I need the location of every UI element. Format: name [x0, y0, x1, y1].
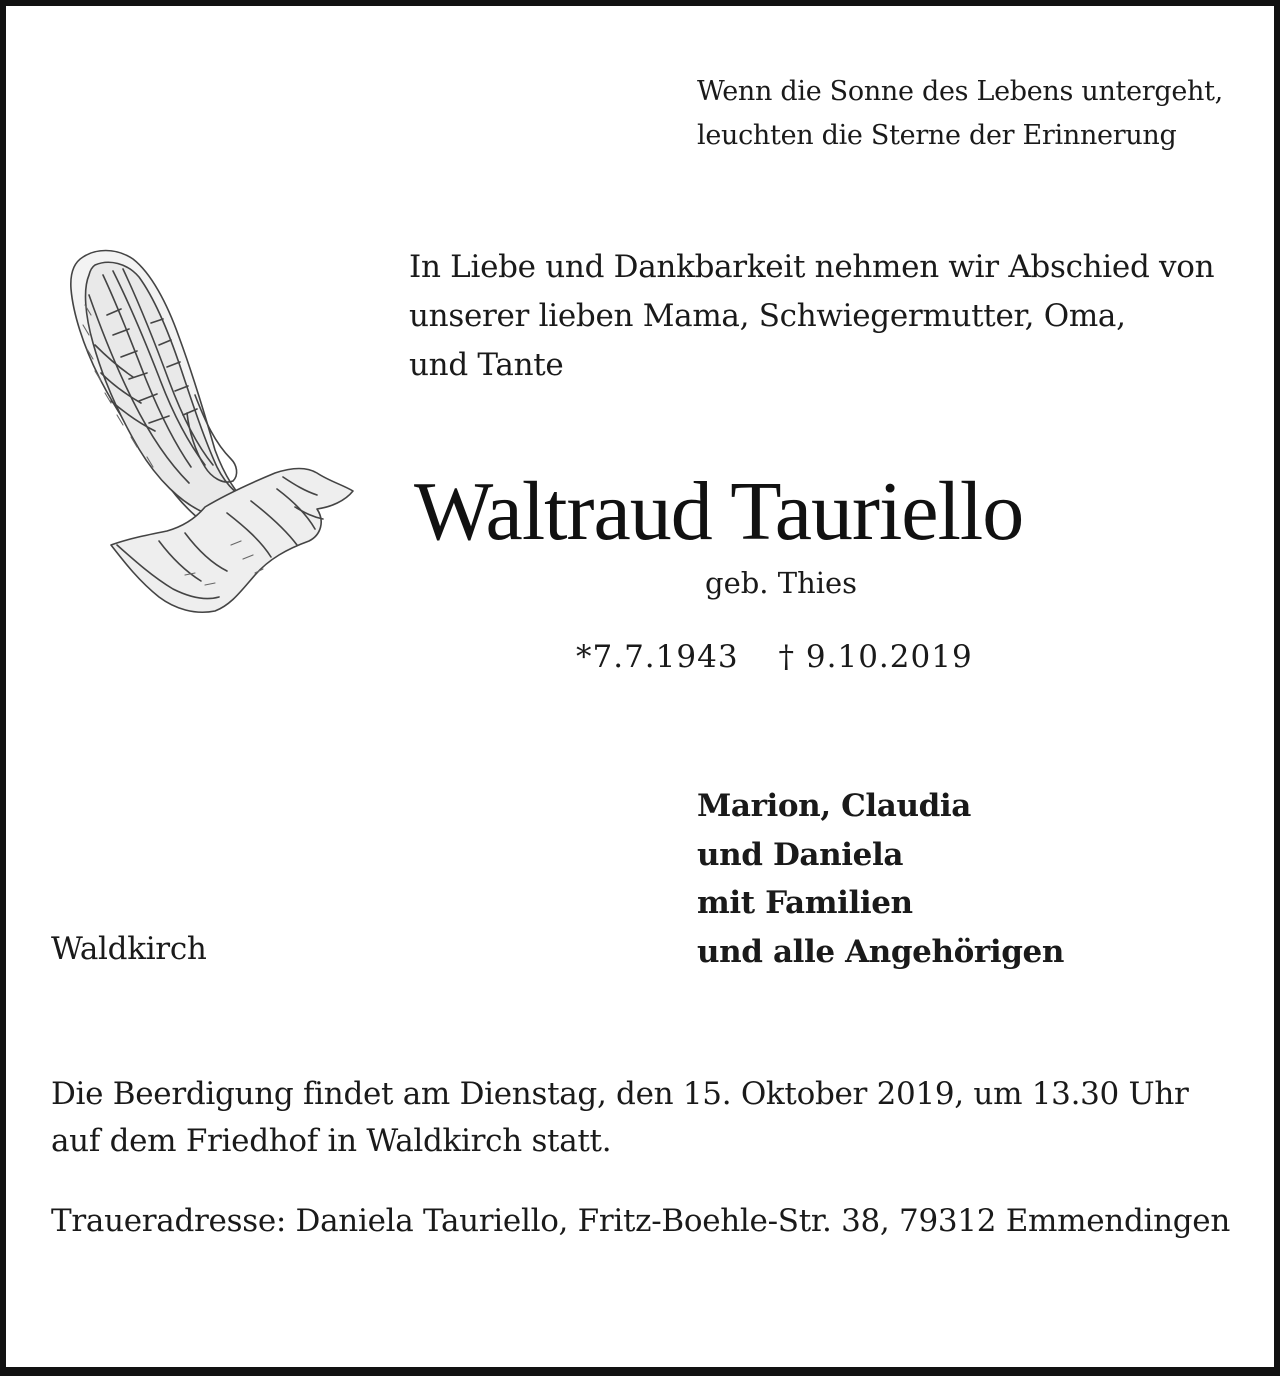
place-name: Waldkirch: [51, 931, 207, 967]
mourner-line: Marion, Claudia: [697, 788, 971, 824]
mourner-line: und Daniela: [697, 836, 904, 873]
motto-verse: [697, 70, 1223, 158]
intro-line: und Tante: [409, 347, 564, 383]
intro-text: [409, 243, 1214, 390]
life-dates: [576, 636, 973, 678]
funeral-line: Die Beerdigung findet am Dienstag, den 15. Oktober 2019, um 13.30 Uhr: [51, 1076, 1189, 1112]
motto-line: leuchten die Sterne der Erinnerung: [697, 120, 1177, 151]
intro-line: In Liebe und Dankbarkeit nehmen wir Abschied von: [409, 249, 1215, 285]
funeral-line: auf dem Friedhof in Waldkirch statt.: [51, 1123, 612, 1159]
deceased-name: Waltraud Tauriello: [414, 465, 1024, 558]
intro-line: unserer lieben Mama, Schwiegermutter, Oma,: [409, 298, 1126, 334]
death-date: † 9.10.2019: [778, 639, 973, 675]
mourning-address: Traueradresse: Daniela Tauriello, Fritz-Boehle-Str. 38, 79312 Emmendingen: [51, 1203, 1231, 1239]
mourner-line: mit Familien: [697, 885, 913, 921]
mourner-line: und alle Angehörigen: [697, 933, 1064, 970]
mourners-list: [697, 782, 1064, 976]
maiden-name: geb. Thies: [705, 566, 858, 600]
funeral-info: [51, 1071, 1231, 1165]
birth-date: *7.7.1943: [576, 639, 739, 675]
motto-line: Wenn die Sonne des Lebens untergeht,: [697, 76, 1223, 107]
praying-hands-icon: [55, 245, 360, 620]
